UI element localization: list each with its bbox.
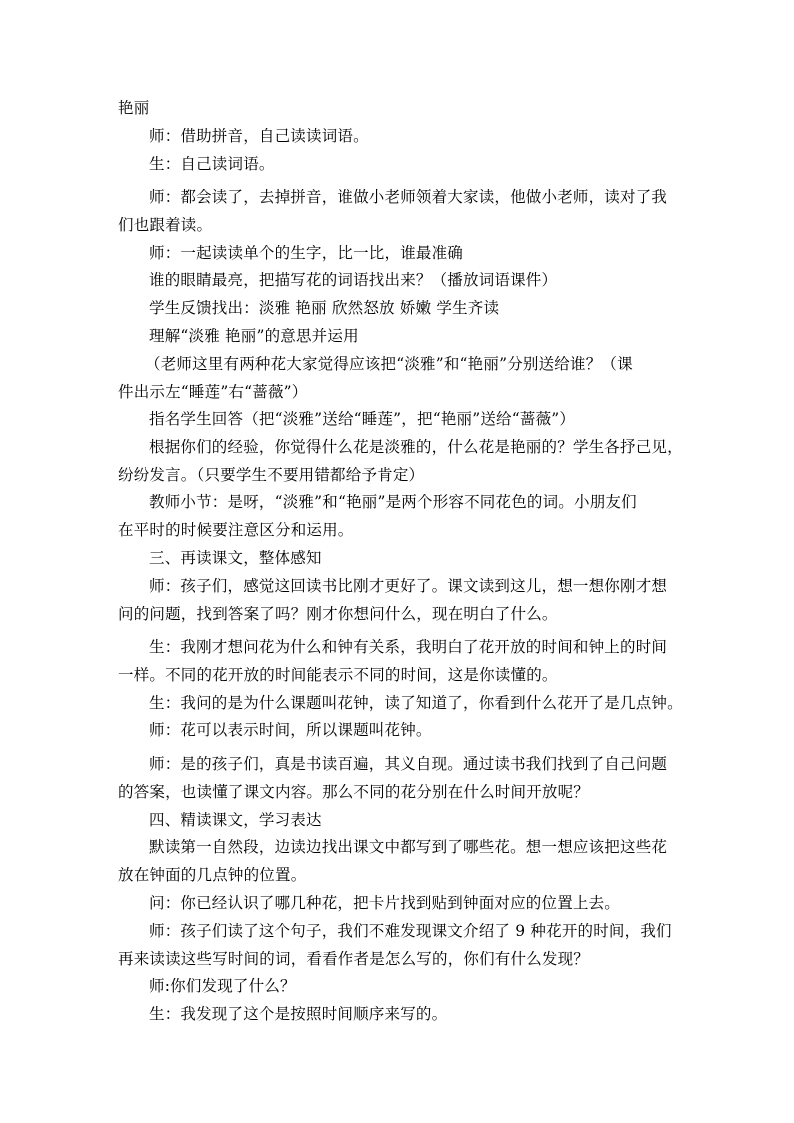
paragraph-line: 理解“淡雅 艳丽”的意思并运用 xyxy=(149,327,359,345)
paragraph-line: 问：你已经认识了哪几种花，把卡片找到贴到钟面对应的位置上去。 xyxy=(149,894,621,912)
paragraph-line: 生：我发现了这个是按照时间顺序来写的。 xyxy=(149,1005,448,1023)
paragraph-line: 指名学生回答（把“淡雅”送给“睡莲”，把“艳丽”送给“蔷薇”） xyxy=(149,410,576,428)
paragraph-line: 的答案，也读懂了课文内容。那么不同的花分别在什么时间开放呢？ xyxy=(118,783,590,801)
paragraph-line: 生：我刚才想问花为什么和钟有关系，我明白了花开放的时间和钟上的时间 xyxy=(149,638,668,656)
paragraph-line: 默读第一自然段，边读边找出课文中都写到了哪些花。想一想应该把这些花 xyxy=(149,838,668,856)
paragraph-line: 一样。不同的花开放的时间能表示不同的时间，这是你读懂的。 xyxy=(118,666,558,684)
paragraph-line: 师：都会读了，去掉拼音，谁做小老师领着大家读，他做小老师，读对了我 xyxy=(149,188,668,206)
paragraph-line: 件出示左“睡莲”右“蔷薇”） xyxy=(118,383,308,401)
paragraph-line: 师：借助拼音，自己读读词语。 xyxy=(149,127,369,145)
paragraph-line: 根据你们的经验，你觉得什么花是淡雅的，什么花是艳丽的？学生各抒己见， xyxy=(149,438,683,456)
paragraph-line: 师:你们发现了什么？ xyxy=(149,977,296,995)
paragraph-line: 生：我问的是为什么课题叫花钟，读了知道了，你看到什么花开了是几点钟。 xyxy=(149,694,683,712)
paragraph-line: 再来读读这些写时间的词，看看作者是怎么写的，你们有什么发现？ xyxy=(118,950,590,968)
paragraph-line: 在平时的时候要注意区分和运用。 xyxy=(118,521,354,539)
paragraph-line: 师：孩子们读了这个句子，我们不难发现课文介绍了 9 种花开的时间，我们 xyxy=(149,922,672,940)
paragraph-line: 放在钟面的几点钟的位置。 xyxy=(118,866,307,884)
paragraph-line: 师：一起读读单个的生字，比一比，谁最准确 xyxy=(149,244,464,262)
paragraph-line: 学生反馈找出：淡雅 艳丽 欣然怒放 娇嫩 学生齐读 xyxy=(149,299,500,317)
section-heading: 四、精读课文，学习表达 xyxy=(149,811,322,829)
paragraph-line: 谁的眼睛最亮，把描写花的词语找出来？（播放词语课件） xyxy=(149,271,558,289)
paragraph-line: 师：是的孩子们，真是书读百遍，其义自现。通过读书我们找到了自己问题 xyxy=(149,755,668,773)
section-heading: 三、再读课文，整体感知 xyxy=(149,549,322,567)
paragraph-line: 教师小节：是呀，“淡雅”和“艳丽”是两个形容不同花色的词。小朋友们 xyxy=(149,493,637,511)
paragraph-line: 问的问题，找到答案了吗？刚才你想问什么，现在明白了什么。 xyxy=(118,605,558,623)
paragraph-line: （老师这里有两种花大家觉得应该把“淡雅”和“艳丽”分别送给谁？（课 xyxy=(145,355,633,373)
paragraph-line: 艳丽 xyxy=(118,99,150,117)
paragraph-line: 们也跟着读。 xyxy=(118,216,213,234)
paragraph-line: 纷纷发言。（只要学生不要用错都给予肯定） xyxy=(118,466,425,484)
paragraph-line: 师：孩子们，感觉这回读书比刚才更好了。课文读到这儿，想一想你刚才想 xyxy=(149,577,668,595)
paragraph-line: 生：自己读词语。 xyxy=(149,155,275,173)
paragraph-line: 师：花可以表示时间，所以课题叫花钟。 xyxy=(149,721,432,739)
